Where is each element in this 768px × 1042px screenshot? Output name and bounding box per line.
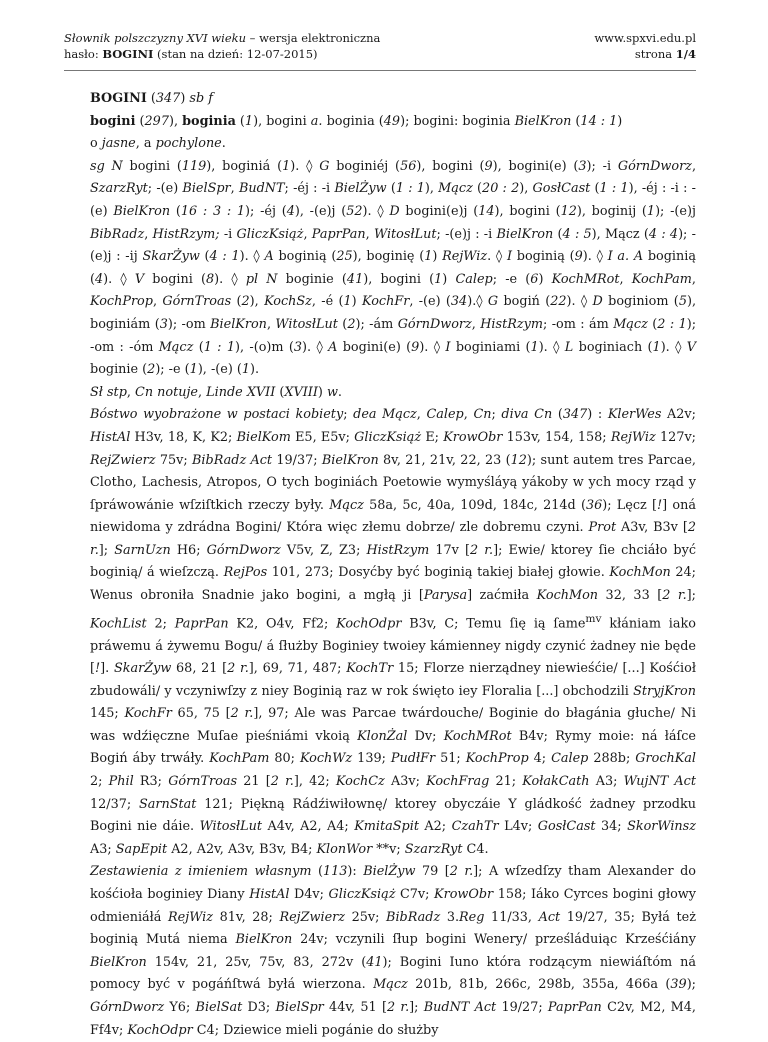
page-number: 1/4 — [675, 47, 696, 61]
dictionary-title-line — [64, 30, 380, 46]
site-link[interactable]: www.spxvi.edu.pl — [594, 31, 696, 45]
header-left — [64, 30, 380, 62]
entry-note: o jasne, a pochylone. — [90, 136, 226, 152]
entry-definition: Bóstwo wyobrażone w postaci kobiety; dea Mącz, Calep, Cn; diva Cn (347) : KlerWes A2v; HistAl H3v, 18, K, K2; BielKom E5, E5v; GliczKsiąż E; KrowObr 153v, 154, 158; RejWiz 127v; RejZwierz 75v; BibRadz Act 19/37; BielKron 8v, 21, 21v, 22, 23 (12); sunt autem tres Parcae, Clotho, Lachesis, Atropos, O tych boginiách Poetowie wymyśláyą yákoby w ych mocy rząd y ſpráwowánie wſziſtkich rzeczy były. Mącz 58a, 5c, 40a, 109d, 184c, 214d (36); Lęcz [!] oná niewidoma y zdrádna Bogini/ Która więc złemu dobrze/ zle dobremu czyni. Prot A3v, B3v [2 r.]; SarnUzn H6; GórnDworz V5v, Z, Z3; HistRzym 17v [2 r.]; Ewie/ ktorey ſie chciáło być boginią/ á wieſzczą. RejPos 101, 273; Dosyćby być boginią takiej białej głowie. KochMon 24; Wenus obroniła Snadnie jako bogini, a mgłą ji [Parysa] zaćmiła KochMon 32, 33 [2 r.]; KochList 2; PaprPan K2, O4v, Ff2; KochOdpr B3v, C; Temu ſię ią ſame$^{mv}$ kłániam iako práwemu á żywemu Bogu/ á ſłużby Boginiey twoiey kámienney nigdy czynić żadney nie będe [!]. SkarŻyw 68, 21 [2 r.], 69, 71, 487; KochTr 15; Florze nierządney niewieśćie/ [...] Kośćioł zbudowáli/ y vczyniwſzy z niey Boginią raz w rok święto iey Floralia [...] obchodzili StryjKron 145; KochFr 65, 75 [2 r.], 97; Ale was Parcae twárdouche/ Boginie do błagánia głuche/ Ni was wdźięczne Muſae pieśniámi vkoią KlonŻal Dv; KochMRot B4v; Rymy moie: ná łáſce Bogiń áby trwáły. KochPam 80; KochWz 139; PudłFr 51; KochProp 4; Calep 288b; GrochKal 2; Phil R3; GórnTroas 21 [2 r.], 42; KochCz A3v; KochFrag 21; KołakCath A3; WujNT Act 12/37; SarnStat 121; Piękną Rádźiwiłownę/ ktorey obyczáie Y gládkość żadney przodku Bogini nie dáie. WitosłLut A4v, A2, A4; KmitaSpit A2; CzahTr L4v; GosłCast 34; SkorWinsz A3; SapEpit A2, A2v, A3v, B3v, B4; KlonWor **v; SzarzRyt C4. — [90, 407, 697, 857]
entry-inflection: sg N bogini (119), boginiá (1). ◊ G boginiéj (56), bogini (9), bogini(e) (3); -i GórnDworz, SzarzRyt; -(e) BielSpr, BudNT; -éj : -i BielŻyw (1 : 1), Mącz (20 : 2), GosłCast (1 : 1), -éj : -i : -(e) BielKron (16 : 3 : 1); -éj (4), -(e)j (52). ◊ D bogini(e)j (14), bogini (12), boginij (1); -(e)j BibRadz, HistRzym; -i GliczKsiąż, PaprPan, WitosłLut; -(e)j : -i BielKron (4 : 5), Mącz (4 : 4); -(e)j : -ij SkarŻyw (4 : 1). ◊ A boginią (25), boginię (1) RejWiz. ◊ I boginią (9). ◊ I a. A boginią (4). ◊ V bogini (8). ◊ pl N boginie (41), bogini (1) Calep; -e (6) KochMRot, KochPam, KochProp, GórnTroas (2), KochSz, -é (1) KochFr, -(e) (34).◊ G bogiń (22). ◊ D boginiom (5), boginiám (3); -om BielKron, WitosłLut (2); -ám GórnDworz, HistRzym; -om : ám Mącz (2 : 1); -om : -óm Mącz (1 : 1), -(o)m (3). ◊ A bogini(e) (9). ◊ I boginiami (1). ◊ L boginiach (1). ◊ V boginie (2); -e (1), -(e) (1). — [90, 158, 697, 378]
entry-sources: Sł stp, Cn notuje, Linde XVII (XVIII) w. — [90, 384, 342, 400]
edition-label: – wersja elektroniczna — [246, 31, 381, 45]
entry-forms: bogini (297), boginia (1), bogini a. boginia (49); bogini: boginia BielKron (14 : 1) — [90, 113, 623, 129]
status-date: (stan na dzień: 12-07-2015) — [153, 47, 318, 61]
page-label: strona — [634, 47, 676, 61]
entry-collocations: Zestawienia z imieniem własnym (113): BielŻyw 79 [2 r.]; A wſzedſzy tham Alexander do kośćioła boginiey Diany HistAl D4v; GliczKsiąż C7v; KrowObr 158; Iáko Cyrces bogini głowy odmieniáłá RejWiz 81v, 28; RejZwierz 25v; BibRadz 3.Reg 11/33, Act 19/27, 35; Byłá też boginią Mutá niema BielKron 24v; vczynili ſłup bogini Wenery/ prześláduiąc Krześćiány BielKron 154v, 21, 25v, 75v, 83, 272v (41); Bogini Iuno która rodzącym niewiáſtóm ná pomocy być v pogáńſtwá byłá wierzona. Mącz 201b, 81b, 266c, 298b, 355a, 466a (39); GórnDworz Y6; BielSat D3; BielSpr 44v, 51 [2 r.]; BudNT Act 19/27; PaprPan C2v, M2, M4, Ff4v; KochOdpr C4; Dziewice mieli pogánie do służby — [90, 864, 696, 1038]
page-header — [64, 30, 696, 71]
entry-heading: BOGINI (347) sb f — [90, 91, 213, 106]
dictionary-title: Słownik polszczyzny XVI wieku — [64, 31, 247, 45]
headword: BOGINI — [102, 47, 154, 61]
headword-label: hasło: — [64, 47, 103, 61]
dictionary-entry — [90, 88, 696, 1042]
header-right — [594, 30, 696, 62]
headword-line — [64, 46, 380, 62]
page-number-line — [594, 46, 696, 62]
